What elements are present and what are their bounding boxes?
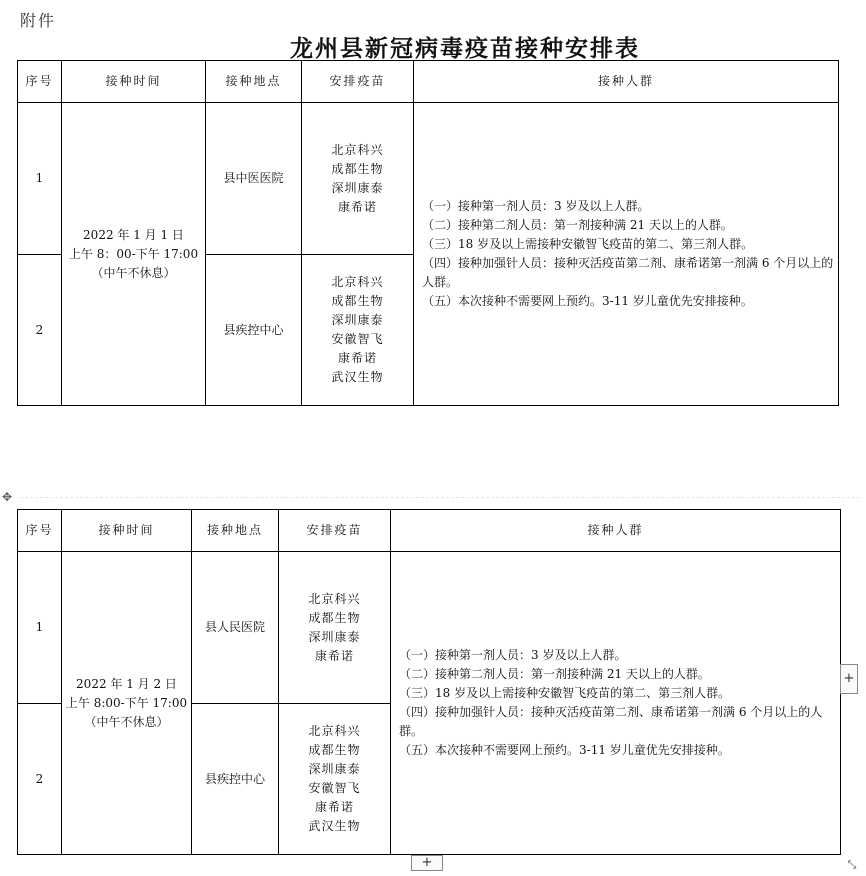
vaccine-name: 北京科兴	[331, 142, 384, 157]
note-text: （中午不休息）	[84, 714, 169, 729]
vaccine-name: 北京科兴	[308, 591, 361, 606]
vaccine-cell	[302, 103, 414, 255]
group-cell	[391, 552, 841, 855]
group-cell	[414, 103, 839, 406]
vaccine-name: 安徽智飞	[331, 332, 384, 346]
place-cell: 县中医医院	[206, 103, 302, 255]
header-seq: 序号	[18, 510, 62, 552]
seq-cell: 2	[18, 704, 62, 855]
group-line: （三）18 岁及以上需接种安徽智飞疫苗的第二、第三剂人群。	[399, 686, 731, 700]
schedule-table-1	[17, 60, 839, 406]
group-line: （四）接种加强针人员：接种灭活疫苗第二剂、康希诺第一剂满 6 个月以上的人群。	[422, 256, 834, 289]
schedule-table-2	[17, 509, 841, 855]
date-text: 2022 年 1 月 2 日	[76, 676, 177, 691]
vaccine-name: 康希诺	[314, 800, 354, 814]
add-column-button[interactable]: +	[840, 664, 858, 694]
vaccine-name: 深圳康泰	[331, 313, 384, 327]
header-time: 接种时间	[62, 510, 192, 552]
place-cell: 县疾控中心	[192, 704, 279, 855]
vaccine-name: 康希诺	[337, 199, 377, 214]
header-place: 接种地点	[192, 510, 279, 552]
group-line: （二）接种第二剂人员：第一剂接种满 21 天以上的人群。	[399, 667, 710, 681]
vaccine-name: 武汉生物	[308, 819, 361, 833]
group-line: （一）接种第一剂人员：3 岁及以上人群。	[422, 199, 650, 213]
header-time: 接种时间	[62, 61, 206, 103]
add-row-button[interactable]: +	[411, 855, 443, 871]
header-vaccine: 安排疫苗	[279, 510, 391, 552]
vaccine-name: 成都生物	[331, 161, 384, 176]
attachment-label: 附件	[20, 11, 57, 30]
seq-cell: 2	[18, 255, 62, 406]
vaccine-name: 成都生物	[331, 294, 384, 308]
vaccine-name: 武汉生物	[331, 370, 384, 384]
vaccine-name: 北京科兴	[331, 275, 384, 289]
page-divider	[20, 497, 860, 498]
vaccine-name: 康希诺	[314, 648, 354, 663]
vaccine-cell	[279, 704, 391, 855]
header-group: 接种人群	[391, 510, 841, 552]
vaccine-cell	[279, 552, 391, 704]
vaccine-name: 成都生物	[308, 743, 361, 757]
hours-text: 上午 8:00-下午 17:00	[65, 695, 188, 710]
move-icon[interactable]: ✥	[2, 490, 13, 504]
vaccine-name: 深圳康泰	[308, 629, 361, 644]
time-cell	[62, 103, 206, 406]
seq-cell: 1	[18, 552, 62, 704]
hours-text: 上午 8：00-下午 17:00	[68, 246, 199, 261]
place-cell: 县人民医院	[192, 552, 279, 704]
time-cell	[62, 552, 192, 855]
vaccine-name: 康希诺	[337, 351, 377, 365]
group-line: （一）接种第一剂人员：3 岁及以上人群。	[399, 648, 627, 662]
vaccine-cell	[302, 255, 414, 406]
vaccine-name: 深圳康泰	[331, 180, 384, 195]
seq-cell: 1	[18, 103, 62, 255]
note-text: （中午不休息）	[91, 265, 176, 280]
header-place: 接种地点	[206, 61, 302, 103]
header-seq: 序号	[18, 61, 62, 103]
group-line: （四）接种加强针人员：接种灭活疫苗第二剂、康希诺第一剂满 6 个月以上的人群。	[399, 705, 823, 738]
date-text: 2022 年 1 月 1 日	[83, 227, 184, 242]
table-row	[18, 552, 841, 704]
place-cell: 县疾控中心	[206, 255, 302, 406]
vaccine-name: 深圳康泰	[308, 762, 361, 776]
resize-icon[interactable]: ⤡	[847, 858, 857, 871]
table-row	[18, 103, 839, 255]
header-row	[18, 510, 841, 552]
document-title: 龙州县新冠病毒疫苗接种安排表	[290, 35, 640, 62]
vaccine-name: 成都生物	[308, 610, 361, 625]
vaccine-name: 北京科兴	[308, 724, 361, 738]
header-row	[18, 61, 839, 103]
group-line: （三）18 岁及以上需接种安徽智飞疫苗的第二、第三剂人群。	[422, 237, 754, 251]
vaccine-name: 安徽智飞	[308, 781, 361, 795]
group-line: （五）本次接种不需要网上预约。3-11 岁儿童优先安排接种。	[422, 294, 753, 308]
header-vaccine: 安排疫苗	[302, 61, 414, 103]
header-group: 接种人群	[414, 61, 839, 103]
group-line: （五）本次接种不需要网上预约。3-11 岁儿童优先安排接种。	[399, 743, 730, 757]
group-line: （二）接种第二剂人员：第一剂接种满 21 天以上的人群。	[422, 218, 733, 232]
